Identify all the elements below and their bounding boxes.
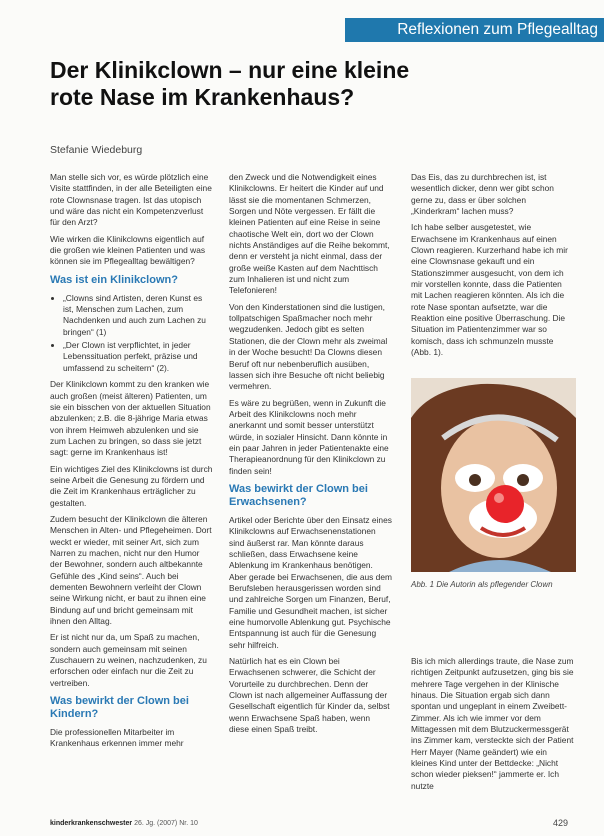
paragraph: Natürlich hat es ein Clown bei Erwachsenen schwerer, die Schicht der Vorurteile zu durchbrechen. Denn der Clown ist nach allgemeiner Auffassung der Gesellschaft eigentlich für Kinder da, selbst wenn Erwachsene Spaß haben, wenn diese einen Spaß treibt. <box>229 656 390 735</box>
text-column-3-continued <box>411 656 574 792</box>
paragraph: Zudem besucht der Klinikclown die älteren Menschen in Alten- und Pflegeheimen. Dort weckt er wieder, mit seiner Art, sich zum Narren zu machen, nicht nur den Humor der Bewohner, sondern auch altbekannte Gefühle des „Kind seins“. Auch bei dementen Bewohnern verleiht der Clown seine Wirkung nicht, er baut zu ihnen eine Bindung auf und bricht gemeinsam mit ihnen den Alltag. <box>50 513 212 627</box>
section-heading: Was ist ein Klinikclown? <box>50 273 178 286</box>
journal-issue: 26. Jg. (2007) Nr. 10 <box>134 820 198 827</box>
clown-portrait-illustration <box>411 378 576 572</box>
article-author: Stefanie Wiedeburg <box>50 144 143 156</box>
page-number: 429 <box>552 818 568 828</box>
footer-journal <box>50 820 198 827</box>
photo-caption: Abb. 1 Die Autorin als pflegender Clown <box>411 580 553 589</box>
section-banner: Reflexionen zum Pflegealltag <box>345 18 604 42</box>
paragraph: Die professionellen Mitarbeiter im Krankenhaus erkennen immer mehr <box>50 727 184 749</box>
paragraph: Ich habe selber ausgetestet, wie Erwachsene im Krankenhaus auf einen Clown reagieren. Kurzerhand habe ich mir eine Clownsnase gekauft und ein Stationszimmer ausgesucht, von dem ich mir vorstellen konnte, dass die Patienten mit Lachen reagieren könnten. Als ich die rote Nase spontan aufsetzte, war die Reaktion eine positive Überraschung. Die Situation im Patientenzimmer war so komisch, dass ich schmunzeln musste (Abb. 1). <box>411 222 568 358</box>
section-heading: Was bewirkt der Clown bei Erwachsenen? <box>229 482 368 508</box>
text-column-2 <box>229 172 392 740</box>
list-item: • „Der Clown ist verpflichtet, in jeder Lebenssituation perfekt, präzise und umfassend zu scheitern“ (2). <box>63 340 213 374</box>
paragraph: Wie wirken die Klinikclowns eigentlich auf die großen wie kleinen Patienten und was können sie im Pflegealltag bewältigen? <box>50 233 206 267</box>
paragraph: Es wäre zu begrüßen, wenn in Zukunft die Arbeit des Klinikclowns noch mehr anerkannt und somit besser unterstützt würde, in sozialer Hinsicht. Dann könnte in ein paar Jahren in jeder Patientenakte eine Therapieanordnung für den Klinikclown zu finden sein! <box>229 397 389 476</box>
quote-list <box>50 293 213 374</box>
paragraph: Artikel oder Berichte über den Einsatz eines Klinikclowns auf Erwachsenenstationen sind äußerst rar. Man könnte daraus schließen, dass Erwachsene keine Ablenkung im Krankenhaus benötigen. Aber gerade bei Erwachsenen, die aus dem Berufsleben herausgerissen worden sind und zahlreiche Sorgen um Finanzen, Beruf, Familie und Gesundheit machen, ist sicher eine humorvolle Ablenkung gut. Psychische Entspannung ist auch für die Genesung sehr hilfreich. <box>229 514 392 650</box>
list-item: • „Clowns sind Artisten, deren Kunst es ist, Menschen zum Lachen, zum Nachdenken und auch zum Lachen zu bringen“ (1) <box>63 293 213 338</box>
article-title: Der Klinikclown – nur eine kleine rote Nase im Krankenhaus? <box>50 57 410 110</box>
paragraph: Von den Kinderstationen sind die lustigen, tollpatschigen Spaßmacher noch mehr wegzudenken. Jedoch gibt es selten Stationen, die der Clown mehr als zweimal in der Woche besucht! Da Clowns diesen Beruf oft nur nebenberuflich ausüben, lassen sich ihre Besuche oft nicht beliebig vermehren. <box>229 301 388 392</box>
paragraph: Er ist nicht nur da, um Spaß zu machen, sondern auch gemeinsam mit seinen Zuschauern zu weinen, nachzudenken, zu erforschen oder einfach nur die Zeit zu vertreiben. <box>50 632 207 688</box>
journal-name: kinderkrankenschwester <box>50 820 133 827</box>
paragraph: Man stelle sich vor, es würde plötzlich eine Visite stattfinden, in der alle Beteiligten eine rote Clownsnase tragen. Ist das utopisch und wäre das nicht ein Kompetenzverlust für den Arzt? <box>50 172 212 228</box>
paragraph: Das Eis, das zu durchbrechen ist, ist wesentlich dicker, denn wer gibt schon gerne zu, dass er über solchen „Kinderkram“ lachen muss? <box>411 172 554 217</box>
paragraph: Der Klinikclown kommt zu den kranken wie auch großen (meist älteren) Patienten, um sie ein bisschen von der aktuellen Situation abzulenken; z.B. die 8-jährige Maria etwas von ihrem Heimweh abzulenken und sie zum Lachen zu bringen, so dass sie jetzt sagt: gerne im Krankenhaus ist! <box>50 379 211 458</box>
section-heading: Was bewirkt der Clown bei Kindern? <box>50 695 189 721</box>
paragraph: Ein wichtiges Ziel des Klinikclowns ist durch seine Arbeit die Genesung zu fördern und die Zeit im Krankenhaus erträglicher zu gestalten. <box>50 463 213 508</box>
clown-photo <box>411 378 576 572</box>
text-column-1 <box>50 172 213 755</box>
paragraph: den Zweck und die Notwendigkeit eines Klinikclowns. Er heitert die Kinder auf und lässt sie die momentanen Schmerzen, Sorgen und Nöte vergessen. Er fällt die kleinen Patienten auf eine Reise in seine chaotische Welt ein, dort wo der Clown nichts Anständiges auf die Reihe bekommt, denn er versteht ja nicht einmal, dass der große weiße Kasten auf dem Nachttisch zum Inhalieren ist und nicht zum Telefonieren! <box>229 172 390 296</box>
paragraph: Bis ich mich allerdings traute, die Nase zum richtigen Zeitpunkt aufzusetzen, ging bis sie mehrere Tage vergehen in der Klinische hinaus. Die Situation ergab sich dann spontan und ungeplant in einem Zweibett-Zimmer. Als ich wie immer vor dem Mittagessen mit dem Blutzuckermessgerät ins Zimmer kam, versteckte sich der Patient Herr Mayer (Name geändert) wie ein kleines Kind unter der Bettdecke: „Nicht schon wieder pieksen!“ jammerte er. Ich nutzte <box>411 656 574 791</box>
text-column-3 <box>411 172 574 364</box>
